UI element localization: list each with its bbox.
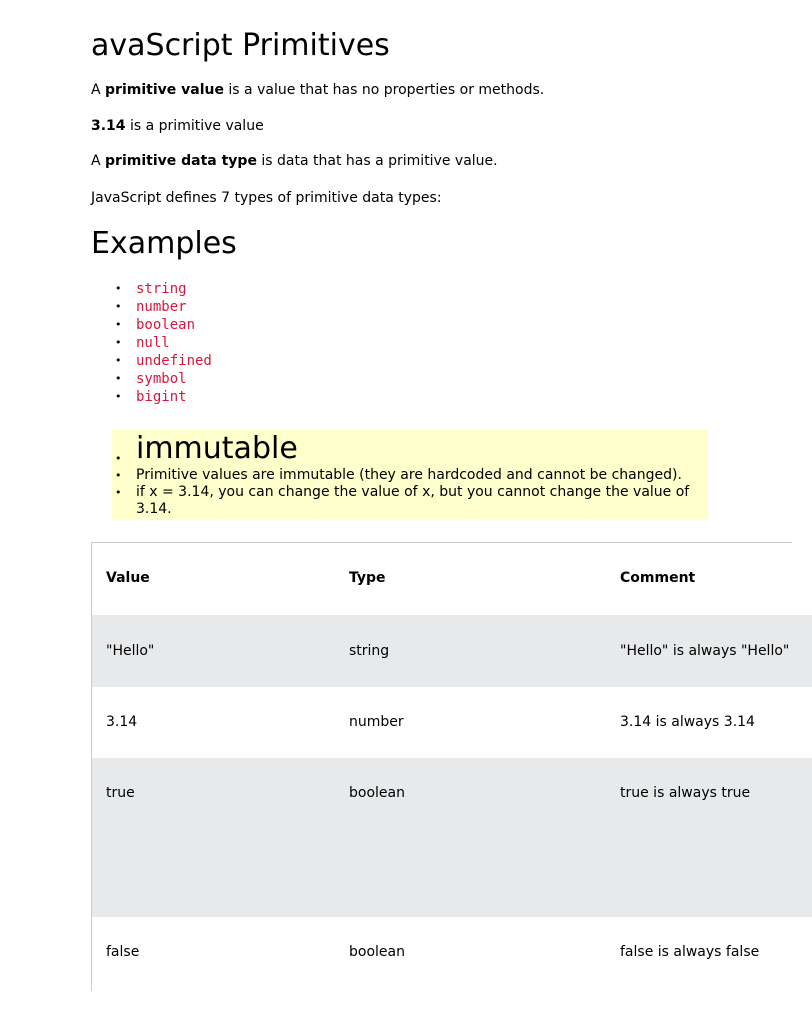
list-item-symbol: • symbol (136, 370, 212, 388)
immutable-note-list (112, 431, 708, 518)
header-type: Type (349, 570, 386, 586)
primitive-types-list (112, 280, 212, 406)
table-header-row (92, 543, 812, 615)
list-item-string: • string (136, 280, 212, 298)
note-line-2: • if x = 3.14, you can change the value of x, but you cannot change the value of 3.14. (136, 484, 708, 518)
term-primitive-data-type: primitive data type (105, 153, 257, 169)
cell-comment: 3.14 is always 3.14 (620, 714, 755, 730)
paragraph-suffix: is a value that has no properties or methods. (223, 82, 545, 98)
paragraph-primitive-value (91, 80, 544, 100)
table-row (92, 758, 812, 917)
immutable-note (112, 430, 708, 520)
cell-value: "Hello" (106, 643, 155, 659)
cell-value: true (106, 785, 135, 801)
cell-comment: false is always false (620, 944, 760, 960)
list-item-bigint: • bigint (136, 388, 212, 406)
header-value: Value (106, 570, 150, 586)
cell-type: string (349, 643, 390, 659)
table-row (92, 615, 812, 687)
examples-heading: Examples (91, 226, 237, 261)
paragraph-suffix: is data that has a primitive value. (256, 153, 498, 169)
paragraph-example-value (91, 116, 264, 136)
list-item-undefined: • undefined (136, 352, 212, 370)
cell-type: boolean (349, 785, 405, 801)
primitives-table-container (91, 542, 792, 991)
primitives-table (92, 543, 812, 991)
page-title: avaScript Primitives (91, 28, 390, 63)
note-heading: • immutable (136, 431, 708, 467)
term-primitive-value: primitive value (105, 82, 224, 98)
paragraph-suffix: is a primitive value (125, 118, 264, 134)
cell-comment: true is always true (620, 785, 751, 801)
paragraph-prefix: A (91, 153, 106, 169)
cell-type: number (349, 714, 404, 730)
table-row (92, 917, 812, 991)
list-item-null: • null (136, 334, 212, 352)
table-row (92, 687, 812, 758)
header-comment: Comment (620, 570, 696, 586)
term-3-14: 3.14 (91, 118, 126, 134)
paragraph-prefix: A (91, 82, 106, 98)
cell-value: false (106, 944, 140, 960)
note-line-1: • Primitive values are immutable (they are hardcoded and cannot be changed). (136, 467, 708, 484)
cell-type: boolean (349, 944, 405, 960)
cell-value: 3.14 (106, 714, 138, 730)
list-item-boolean: • boolean (136, 316, 212, 334)
list-item-number: • number (136, 298, 212, 316)
cell-comment: "Hello" is always "Hello" (620, 643, 790, 659)
paragraph-type-count: JavaScript defines 7 types of primitive data types: (91, 190, 442, 206)
paragraph-primitive-data-type (91, 151, 498, 171)
